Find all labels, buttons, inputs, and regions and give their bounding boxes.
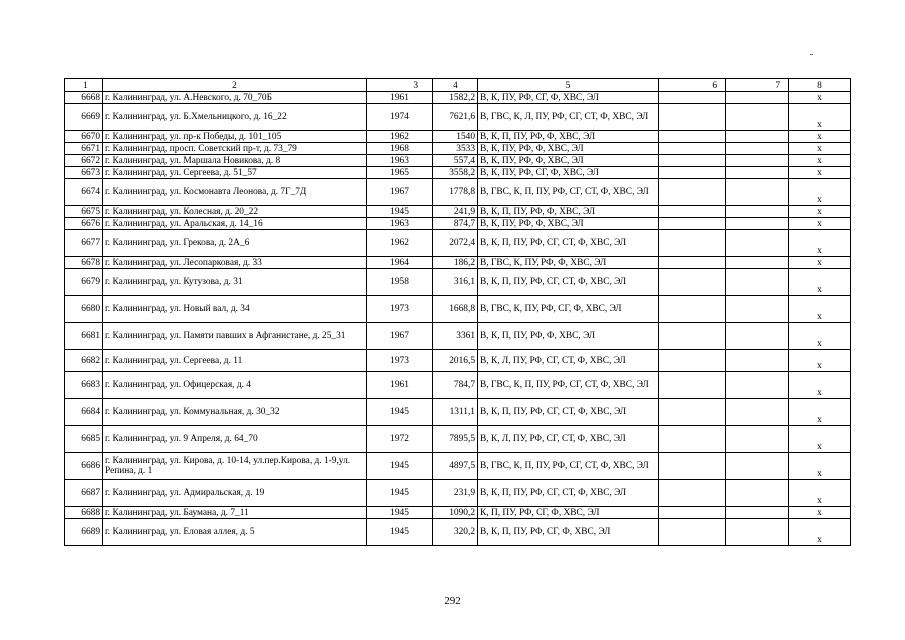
row-number-cell: 6673 <box>65 167 103 179</box>
column-7-cell <box>726 167 789 179</box>
area-cell: 231,9 <box>433 480 478 507</box>
table-row <box>65 453 851 480</box>
address-cell: г. Калининград, ул. А.Невского, д. 70_70Б <box>103 92 367 104</box>
address-cell: г. Калининград, ул. Адмиральская, д. 19 <box>103 480 367 507</box>
table-row <box>65 155 851 167</box>
year-cell: 1945 <box>367 453 433 480</box>
row-number-cell: 6685 <box>65 426 103 453</box>
column-8-cell: х <box>789 131 851 143</box>
column-8-cell: х <box>789 206 851 218</box>
column-7-cell <box>726 399 789 426</box>
systems-cell: В, К, Л, ПУ, РФ, СГ, СТ, Ф, ХВС, ЭЛ <box>478 350 659 372</box>
row-number-cell: 6681 <box>65 323 103 350</box>
systems-cell: В, К, П, ПУ, РФ, СГ, СТ, Ф, ХВС, ЭЛ <box>478 269 659 296</box>
column-6-cell <box>659 167 726 179</box>
column-6-cell <box>659 179 726 206</box>
address-cell: г. Калининград, ул. Новый вал, д. 34 <box>103 296 367 323</box>
table-row <box>65 426 851 453</box>
table-row <box>65 350 851 372</box>
area-cell: 1540 <box>433 131 478 143</box>
area-cell: 1090,2 <box>433 507 478 519</box>
area-cell: 316,1 <box>433 269 478 296</box>
table-row <box>65 230 851 257</box>
year-cell: 1965 <box>367 167 433 179</box>
systems-cell: В, ГВС, К, П, ПУ, РФ, СГ, СТ, Ф, ХВС, ЭЛ <box>478 453 659 480</box>
row-number-cell: 6677 <box>65 230 103 257</box>
row-number-cell: 6668 <box>65 92 103 104</box>
table-row <box>65 92 851 104</box>
column-8-cell: х <box>789 480 851 507</box>
systems-cell: В, ГВС, К, Л, ПУ, РФ, СГ, СТ, Ф, ХВС, ЭЛ <box>478 104 659 131</box>
row-number-cell: 6675 <box>65 206 103 218</box>
table-row <box>65 104 851 131</box>
column-7-cell <box>726 155 789 167</box>
header-cell: 2 <box>103 79 367 92</box>
year-cell: 1958 <box>367 269 433 296</box>
area-cell: 2072,4 <box>433 230 478 257</box>
area-cell: 1582,2 <box>433 92 478 104</box>
column-8-cell: х <box>789 350 851 372</box>
table-row <box>65 167 851 179</box>
area-cell: 186,2 <box>433 257 478 269</box>
column-6-cell <box>659 155 726 167</box>
systems-cell: В, К, ПУ, РФ, Ф, ХВС, ЭЛ <box>478 155 659 167</box>
column-6-cell <box>659 507 726 519</box>
column-6-cell <box>659 230 726 257</box>
column-6-cell <box>659 143 726 155</box>
row-number-cell: 6679 <box>65 269 103 296</box>
column-7-cell <box>726 519 789 546</box>
address-cell: г. Калининград, ул. пр-к Победы, д. 101_105 <box>103 131 367 143</box>
systems-cell: В, К, ПУ, РФ, Ф, ХВС, ЭЛ <box>478 218 659 230</box>
column-7-cell <box>726 131 789 143</box>
systems-cell: В, К, ПУ, РФ, СГ, Ф, ХВС, ЭЛ <box>478 167 659 179</box>
column-7-cell <box>726 296 789 323</box>
header-cell: 1 <box>65 79 103 92</box>
year-cell: 1945 <box>367 519 433 546</box>
column-7-cell <box>726 230 789 257</box>
table-row <box>65 206 851 218</box>
systems-cell: В, ГВС, К, ПУ, РФ, СГ, Ф, ХВС, ЭЛ <box>478 296 659 323</box>
area-cell: 4897,5 <box>433 453 478 480</box>
row-number-cell: 6684 <box>65 399 103 426</box>
year-cell: 1964 <box>367 257 433 269</box>
address-cell: г. Калининград, ул. Памяти павших в Афганистане, д. 25_31 <box>103 323 367 350</box>
year-cell: 1962 <box>367 230 433 257</box>
column-6-cell <box>659 104 726 131</box>
area-cell: 1778,8 <box>433 179 478 206</box>
column-7-cell <box>726 92 789 104</box>
housing-registry-table <box>64 78 851 546</box>
header-cell: 3 <box>367 79 433 92</box>
column-7-cell <box>726 350 789 372</box>
column-7-cell <box>726 453 789 480</box>
area-cell: 874,7 <box>433 218 478 230</box>
column-7-cell <box>726 104 789 131</box>
area-cell: 3558,2 <box>433 167 478 179</box>
column-6-cell <box>659 372 726 399</box>
address-cell: г. Калининград, ул. Коммунальная, д. 30_32 <box>103 399 367 426</box>
year-cell: 1963 <box>367 218 433 230</box>
address-cell: г. Калининград, ул. Б.Хмельницкого, д. 16_22 <box>103 104 367 131</box>
year-cell: 1945 <box>367 399 433 426</box>
column-6-cell <box>659 269 726 296</box>
year-cell: 1961 <box>367 92 433 104</box>
address-cell: г. Калининград, ул. Грекова, д. 2А_6 <box>103 230 367 257</box>
area-cell: 784,7 <box>433 372 478 399</box>
address-cell: г. Калининград, ул. Аральская, д. 14_16 <box>103 218 367 230</box>
year-cell: 1967 <box>367 323 433 350</box>
column-8-cell: х <box>789 323 851 350</box>
year-cell: 1961 <box>367 372 433 399</box>
column-8-cell: х <box>789 230 851 257</box>
address-cell: г. Калининград, ул. Сергеева, д. 11 <box>103 350 367 372</box>
column-8-cell: х <box>789 269 851 296</box>
column-8-cell: х <box>789 143 851 155</box>
table-row <box>65 143 851 155</box>
table-row <box>65 218 851 230</box>
year-cell: 1945 <box>367 206 433 218</box>
address-cell: г. Калининград, ул. Лесопарковая, д. 33 <box>103 257 367 269</box>
column-6-cell <box>659 350 726 372</box>
address-cell: г. Калининград, просп. Советский пр-т, д. 73_79 <box>103 143 367 155</box>
row-number-cell: 6676 <box>65 218 103 230</box>
year-cell: 1968 <box>367 143 433 155</box>
address-cell: г. Калининград, ул. Еловая аллея, д. 5 <box>103 519 367 546</box>
row-number-cell: 6670 <box>65 131 103 143</box>
column-8-cell: х <box>789 218 851 230</box>
table-row <box>65 179 851 206</box>
header-cell: 7 <box>726 79 789 92</box>
table-row <box>65 480 851 507</box>
table-row <box>65 296 851 323</box>
column-6-cell <box>659 218 726 230</box>
row-number-cell: 6669 <box>65 104 103 131</box>
row-number-cell: 6682 <box>65 350 103 372</box>
row-number-cell: 6683 <box>65 372 103 399</box>
systems-cell: В, К, П, ПУ, РФ, СГ, СТ, Ф, ХВС, ЭЛ <box>478 399 659 426</box>
row-number-cell: 6687 <box>65 480 103 507</box>
column-6-cell <box>659 257 726 269</box>
column-8-cell: х <box>789 179 851 206</box>
row-number-cell: 6689 <box>65 519 103 546</box>
row-number-cell: 6678 <box>65 257 103 269</box>
column-7-cell <box>726 507 789 519</box>
header-cell: 5 <box>478 79 659 92</box>
header-cell: 6 <box>659 79 726 92</box>
area-cell: 3533 <box>433 143 478 155</box>
column-8-cell: х <box>789 155 851 167</box>
year-cell: 1973 <box>367 350 433 372</box>
column-8-cell: х <box>789 507 851 519</box>
column-6-cell <box>659 131 726 143</box>
systems-cell: В, К, П, ПУ, РФ, Ф, ХВС, ЭЛ <box>478 323 659 350</box>
column-8-cell: х <box>789 257 851 269</box>
area-cell: 241,9 <box>433 206 478 218</box>
column-7-cell <box>726 179 789 206</box>
header-cell: 4 <box>433 79 478 92</box>
table-row <box>65 372 851 399</box>
systems-cell: К, П, ПУ, РФ, СГ, Ф, ХВС, ЭЛ <box>478 507 659 519</box>
column-6-cell <box>659 453 726 480</box>
area-cell: 1668,8 <box>433 296 478 323</box>
row-number-cell: 6688 <box>65 507 103 519</box>
address-cell: г. Калининград, ул. Кирова, д. 10-14, ул.пер.Кирова, д. 1-9,ул. Репина, д. 1 <box>103 453 367 480</box>
column-8-cell: х <box>789 104 851 131</box>
systems-cell: В, К, Л, ПУ, РФ, СГ, СТ, Ф, ХВС, ЭЛ <box>478 426 659 453</box>
systems-cell: В, К, П, ПУ, РФ, Ф, ХВС, ЭЛ <box>478 206 659 218</box>
table-row <box>65 269 851 296</box>
header-cell: 8 <box>789 79 851 92</box>
table-row <box>65 507 851 519</box>
column-7-cell <box>726 426 789 453</box>
column-6-cell <box>659 206 726 218</box>
address-cell: г. Калининград, ул. 9 Апреля, д. 64_70 <box>103 426 367 453</box>
address-cell: г. Калининград, ул. Кутузова, д. 31 <box>103 269 367 296</box>
systems-cell: В, ГВС, К, ПУ, РФ, Ф, ХВС, ЭЛ <box>478 257 659 269</box>
page-number: 292 <box>444 595 461 607</box>
systems-cell: В, ГВС, К, П, ПУ, РФ, СГ, СТ, Ф, ХВС, ЭЛ <box>478 179 659 206</box>
row-number-cell: 6680 <box>65 296 103 323</box>
table-body <box>65 79 851 546</box>
area-cell: 7895,5 <box>433 426 478 453</box>
column-8-cell: х <box>789 399 851 426</box>
year-cell: 1945 <box>367 507 433 519</box>
address-cell: г. Калининград, ул. Офицерская, д. 4 <box>103 372 367 399</box>
column-6-cell <box>659 480 726 507</box>
address-cell: г. Калининград, ул. Баумана, д. 7_11 <box>103 507 367 519</box>
column-6-cell <box>659 426 726 453</box>
area-cell: 3361 <box>433 323 478 350</box>
area-cell: 320,2 <box>433 519 478 546</box>
year-cell: 1962 <box>367 131 433 143</box>
column-6-cell <box>659 323 726 350</box>
table-row <box>65 519 851 546</box>
year-cell: 1972 <box>367 426 433 453</box>
column-7-cell <box>726 480 789 507</box>
year-cell: 1945 <box>367 480 433 507</box>
year-cell: 1967 <box>367 179 433 206</box>
header-row <box>65 79 851 92</box>
address-cell: г. Калининград, ул. Сергеева, д. 51_57 <box>103 167 367 179</box>
table-row <box>65 399 851 426</box>
row-number-cell: 6686 <box>65 453 103 480</box>
column-8-cell: х <box>789 296 851 323</box>
address-cell: г. Калининград, ул. Колесная, д. 20_22 <box>103 206 367 218</box>
systems-cell: В, К, ПУ, РФ, СГ, Ф, ХВС, ЭЛ <box>478 92 659 104</box>
column-7-cell <box>726 206 789 218</box>
row-number-cell: 6671 <box>65 143 103 155</box>
column-8-cell: х <box>789 453 851 480</box>
row-number-cell: 6674 <box>65 179 103 206</box>
year-cell: 1974 <box>367 104 433 131</box>
address-cell: г. Калининград, ул. Маршала Новикова, д. 8 <box>103 155 367 167</box>
column-7-cell <box>726 323 789 350</box>
area-cell: 7621,6 <box>433 104 478 131</box>
year-cell: 1963 <box>367 155 433 167</box>
column-8-cell: х <box>789 92 851 104</box>
column-7-cell <box>726 372 789 399</box>
column-8-cell: х <box>789 372 851 399</box>
column-7-cell <box>726 218 789 230</box>
table-row <box>65 257 851 269</box>
address-cell: г. Калининград, ул. Космонавта Леонова, д. 7Г_7Д <box>103 179 367 206</box>
area-cell: 2016,5 <box>433 350 478 372</box>
column-6-cell <box>659 296 726 323</box>
systems-cell: В, ГВС, К, П, ПУ, РФ, СГ, СТ, Ф, ХВС, ЭЛ <box>478 372 659 399</box>
scan-mark <box>810 54 813 55</box>
column-7-cell <box>726 269 789 296</box>
systems-cell: В, К, П, ПУ, РФ, СГ, Ф, ХВС, ЭЛ <box>478 519 659 546</box>
area-cell: 1311,1 <box>433 399 478 426</box>
systems-cell: В, К, ПУ, РФ, Ф, ХВС, ЭЛ <box>478 143 659 155</box>
table-row <box>65 131 851 143</box>
systems-cell: В, К, П, ПУ, РФ, СГ, СТ, Ф, ХВС, ЭЛ <box>478 480 659 507</box>
systems-cell: В, К, П, ПУ, РФ, СГ, СТ, Ф, ХВС, ЭЛ <box>478 230 659 257</box>
column-8-cell: х <box>789 426 851 453</box>
column-6-cell <box>659 399 726 426</box>
column-7-cell <box>726 143 789 155</box>
column-6-cell <box>659 519 726 546</box>
column-8-cell: х <box>789 519 851 546</box>
row-number-cell: 6672 <box>65 155 103 167</box>
systems-cell: В, К, П, ПУ, РФ, Ф, ХВС, ЭЛ <box>478 131 659 143</box>
area-cell: 557,4 <box>433 155 478 167</box>
table-row <box>65 323 851 350</box>
column-8-cell: х <box>789 167 851 179</box>
year-cell: 1973 <box>367 296 433 323</box>
column-7-cell <box>726 257 789 269</box>
column-6-cell <box>659 92 726 104</box>
